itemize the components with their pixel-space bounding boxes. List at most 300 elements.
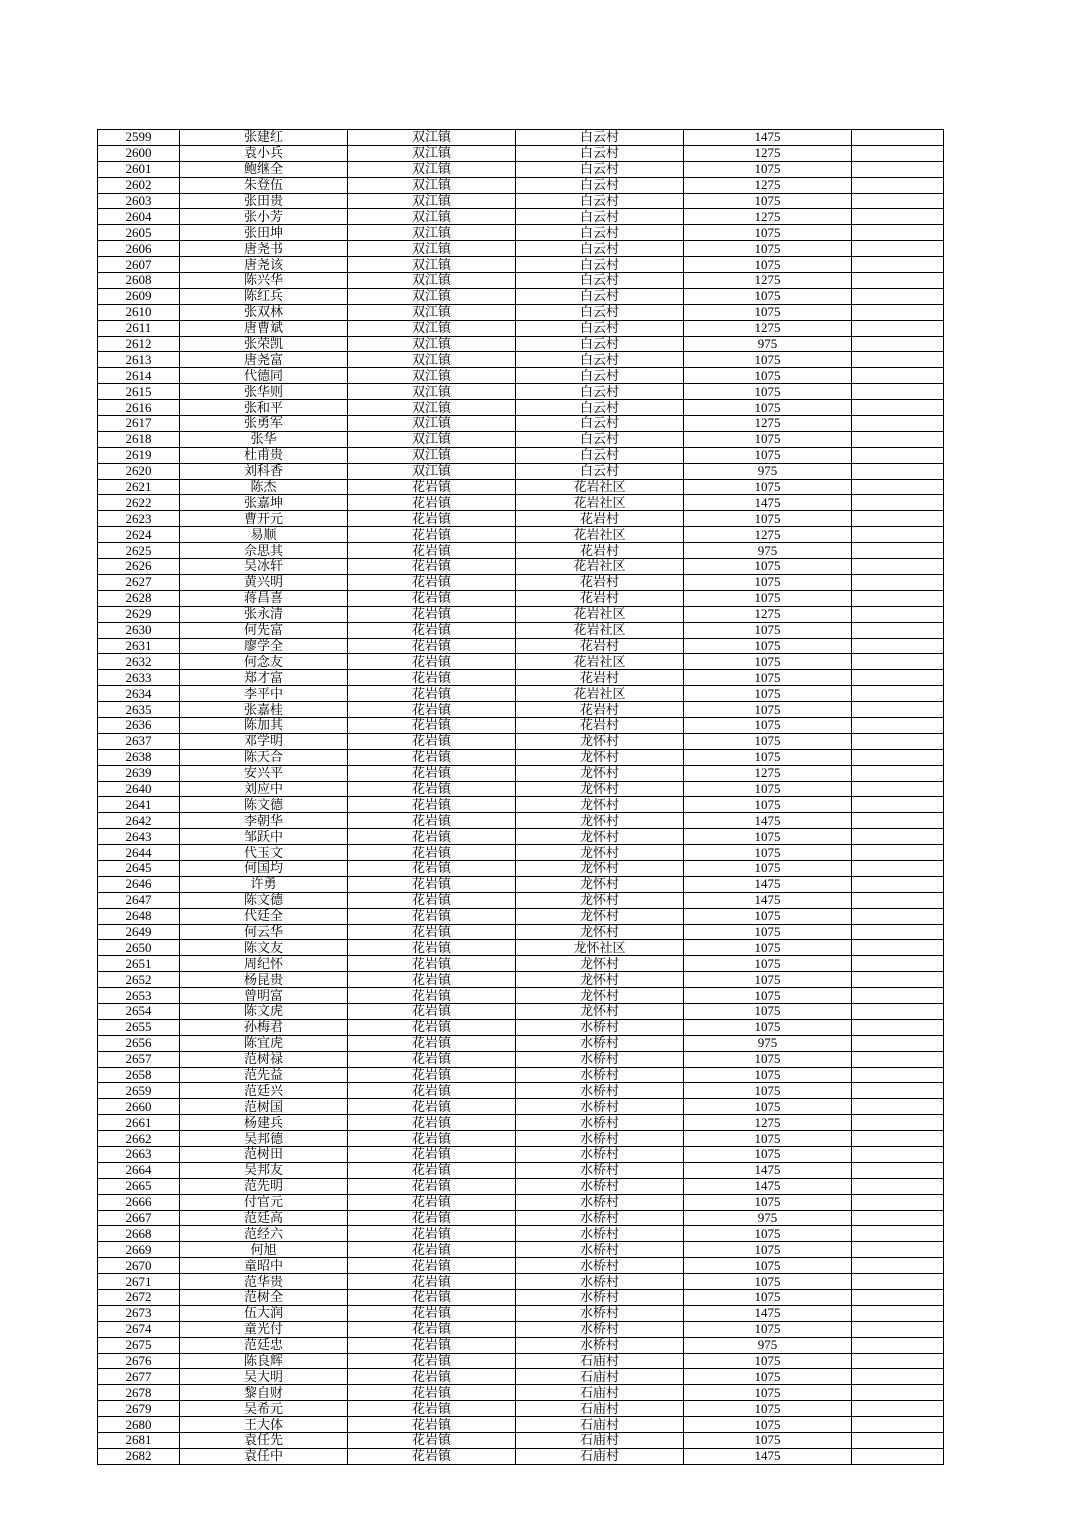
cell-village: 白云村 (516, 304, 684, 320)
cell-town: 花岩镇 (348, 940, 516, 956)
cell-village: 花岩社区 (516, 686, 684, 702)
cell-village: 花岩村 (516, 543, 684, 559)
cell-town: 花岩镇 (348, 1401, 516, 1417)
cell-town: 花岩镇 (348, 1131, 516, 1147)
cell-village: 水桥村 (516, 1147, 684, 1163)
cell-remark (852, 717, 944, 733)
cell-remark (852, 1337, 944, 1353)
cell-remark (852, 368, 944, 384)
cell-town: 双江镇 (348, 368, 516, 384)
cell-village: 水桥村 (516, 1226, 684, 1242)
cell-no: 2670 (98, 1258, 180, 1274)
cell-remark (852, 1083, 944, 1099)
cell-name: 范树国 (180, 1099, 348, 1115)
cell-village: 龙怀村 (516, 892, 684, 908)
cell-remark (852, 1401, 944, 1417)
cell-name: 唐曹斌 (180, 320, 348, 336)
cell-town: 花岩镇 (348, 1035, 516, 1051)
cell-no: 2676 (98, 1353, 180, 1369)
cell-no: 2647 (98, 892, 180, 908)
cell-no: 2629 (98, 606, 180, 622)
cell-village: 龙怀村 (516, 781, 684, 797)
cell-amount: 1475 (684, 495, 852, 511)
cell-name: 周纪怀 (180, 956, 348, 972)
cell-village: 花岩社区 (516, 622, 684, 638)
cell-no: 2672 (98, 1290, 180, 1306)
table-row (98, 1083, 944, 1099)
cell-amount: 1075 (684, 797, 852, 813)
table-row (98, 1290, 944, 1306)
table-row (98, 876, 944, 892)
cell-name: 杨建兵 (180, 1115, 348, 1131)
cell-no: 2679 (98, 1401, 180, 1417)
cell-village: 白云村 (516, 352, 684, 368)
cell-name: 何国均 (180, 860, 348, 876)
table-row (98, 1226, 944, 1242)
cell-town: 花岩镇 (348, 908, 516, 924)
table-row (98, 845, 944, 861)
cell-town: 花岩镇 (348, 1417, 516, 1433)
cell-town: 花岩镇 (348, 1162, 516, 1178)
cell-amount: 1075 (684, 940, 852, 956)
cell-name: 吴大明 (180, 1369, 348, 1385)
cell-town: 花岩镇 (348, 670, 516, 686)
table-row (98, 1448, 944, 1464)
table-row (98, 145, 944, 161)
table-row (98, 463, 944, 479)
cell-no: 2618 (98, 431, 180, 447)
cell-name: 代玉文 (180, 845, 348, 861)
cell-name: 曹开元 (180, 511, 348, 527)
cell-remark (852, 924, 944, 940)
cell-no: 2624 (98, 527, 180, 543)
cell-remark (852, 1274, 944, 1290)
cell-remark (852, 829, 944, 845)
cell-name: 杜甫贵 (180, 447, 348, 463)
cell-amount: 1075 (684, 1131, 852, 1147)
cell-town: 花岩镇 (348, 1083, 516, 1099)
table-row (98, 1003, 944, 1019)
table-row (98, 749, 944, 765)
cell-amount: 1075 (684, 1099, 852, 1115)
cell-amount: 1075 (684, 384, 852, 400)
cell-remark (852, 241, 944, 257)
cell-no: 2646 (98, 876, 180, 892)
cell-village: 石庙村 (516, 1385, 684, 1401)
table-row (98, 1162, 944, 1178)
cell-name: 陈红兵 (180, 288, 348, 304)
cell-name: 何先富 (180, 622, 348, 638)
table-row (98, 892, 944, 908)
cell-name: 唐尧富 (180, 352, 348, 368)
cell-no: 2605 (98, 225, 180, 241)
cell-remark (852, 1067, 944, 1083)
cell-town: 花岩镇 (348, 1321, 516, 1337)
cell-amount: 1075 (684, 1321, 852, 1337)
cell-no: 2626 (98, 559, 180, 575)
cell-no: 2645 (98, 860, 180, 876)
cell-town: 双江镇 (348, 304, 516, 320)
cell-town: 花岩镇 (348, 972, 516, 988)
cell-name: 陈宜虎 (180, 1035, 348, 1051)
cell-no: 2604 (98, 209, 180, 225)
cell-no: 2662 (98, 1131, 180, 1147)
cell-village: 水桥村 (516, 1067, 684, 1083)
cell-town: 花岩镇 (348, 1337, 516, 1353)
cell-village: 白云村 (516, 288, 684, 304)
table-row (98, 495, 944, 511)
cell-town: 花岩镇 (348, 860, 516, 876)
cell-name: 范经六 (180, 1226, 348, 1242)
cell-town: 花岩镇 (348, 1067, 516, 1083)
cell-village: 白云村 (516, 400, 684, 416)
cell-remark (852, 1321, 944, 1337)
cell-remark (852, 638, 944, 654)
cell-amount: 1075 (684, 352, 852, 368)
cell-amount: 1075 (684, 686, 852, 702)
cell-no: 2630 (98, 622, 180, 638)
cell-town: 双江镇 (348, 241, 516, 257)
cell-village: 龙怀村 (516, 1003, 684, 1019)
cell-town: 双江镇 (348, 145, 516, 161)
cell-town: 花岩镇 (348, 1147, 516, 1163)
cell-village: 水桥村 (516, 1305, 684, 1321)
cell-village: 花岩村 (516, 511, 684, 527)
cell-town: 花岩镇 (348, 1448, 516, 1464)
cell-village: 花岩社区 (516, 479, 684, 495)
cell-village: 白云村 (516, 384, 684, 400)
cell-town: 花岩镇 (348, 1210, 516, 1226)
cell-amount: 1075 (684, 908, 852, 924)
cell-town: 花岩镇 (348, 1305, 516, 1321)
cell-name: 范先明 (180, 1178, 348, 1194)
table-row (98, 384, 944, 400)
cell-village: 石庙村 (516, 1353, 684, 1369)
cell-no: 2656 (98, 1035, 180, 1051)
table-row (98, 352, 944, 368)
cell-name: 安兴平 (180, 765, 348, 781)
cell-remark (852, 1258, 944, 1274)
cell-no: 2613 (98, 352, 180, 368)
cell-village: 白云村 (516, 320, 684, 336)
cell-no: 2632 (98, 654, 180, 670)
table-row (98, 940, 944, 956)
cell-no: 2641 (98, 797, 180, 813)
cell-amount: 1075 (684, 1083, 852, 1099)
table-row (98, 1401, 944, 1417)
cell-remark (852, 1178, 944, 1194)
table-row (98, 686, 944, 702)
cell-town: 双江镇 (348, 273, 516, 289)
cell-town: 花岩镇 (348, 765, 516, 781)
cell-name: 伍大润 (180, 1305, 348, 1321)
cell-name: 代德同 (180, 368, 348, 384)
cell-amount: 1075 (684, 241, 852, 257)
cell-town: 双江镇 (348, 431, 516, 447)
cell-name: 郑才富 (180, 670, 348, 686)
cell-amount: 1075 (684, 781, 852, 797)
cell-name: 廖学全 (180, 638, 348, 654)
cell-name: 杨昆贵 (180, 972, 348, 988)
cell-amount: 975 (684, 463, 852, 479)
cell-remark (852, 606, 944, 622)
cell-village: 水桥村 (516, 1162, 684, 1178)
cell-remark (852, 145, 944, 161)
cell-no: 2620 (98, 463, 180, 479)
cell-village: 石庙村 (516, 1433, 684, 1449)
cell-village: 龙怀村 (516, 860, 684, 876)
cell-no: 2682 (98, 1448, 180, 1464)
cell-name: 童昭中 (180, 1258, 348, 1274)
cell-no: 2680 (98, 1417, 180, 1433)
cell-amount: 1075 (684, 479, 852, 495)
cell-remark (852, 479, 944, 495)
cell-town: 花岩镇 (348, 1242, 516, 1258)
table-row (98, 257, 944, 273)
cell-no: 2616 (98, 400, 180, 416)
cell-no: 2603 (98, 193, 180, 209)
cell-amount: 1075 (684, 304, 852, 320)
cell-village: 龙怀村 (516, 845, 684, 861)
cell-amount: 1075 (684, 1353, 852, 1369)
cell-name: 陈文德 (180, 892, 348, 908)
cell-remark (852, 654, 944, 670)
table-row (98, 527, 944, 543)
cell-village: 水桥村 (516, 1337, 684, 1353)
cell-amount: 1075 (684, 1401, 852, 1417)
cell-remark (852, 940, 944, 956)
cell-remark (852, 193, 944, 209)
cell-name: 张和平 (180, 400, 348, 416)
cell-no: 2636 (98, 717, 180, 733)
cell-remark (852, 1162, 944, 1178)
cell-remark (852, 225, 944, 241)
cell-village: 龙怀村 (516, 924, 684, 940)
cell-village: 白云村 (516, 431, 684, 447)
cell-amount: 1075 (684, 257, 852, 273)
cell-village: 龙怀村 (516, 876, 684, 892)
table-row (98, 638, 944, 654)
cell-no: 2675 (98, 1337, 180, 1353)
cell-name: 吴邦友 (180, 1162, 348, 1178)
cell-name: 邹跃中 (180, 829, 348, 845)
table-row (98, 130, 944, 146)
table-row (98, 1258, 944, 1274)
cell-village: 花岩村 (516, 670, 684, 686)
cell-town: 花岩镇 (348, 1369, 516, 1385)
table-row (98, 574, 944, 590)
cell-town: 双江镇 (348, 130, 516, 146)
cell-amount: 1075 (684, 988, 852, 1004)
table-row (98, 670, 944, 686)
cell-town: 花岩镇 (348, 956, 516, 972)
cell-no: 2601 (98, 161, 180, 177)
table-row (98, 559, 944, 575)
cell-village: 水桥村 (516, 1210, 684, 1226)
cell-no: 2681 (98, 1433, 180, 1449)
cell-no: 2638 (98, 749, 180, 765)
cell-amount: 1075 (684, 1019, 852, 1035)
cell-amount: 1075 (684, 225, 852, 241)
cell-name: 唐尧该 (180, 257, 348, 273)
cell-remark (852, 860, 944, 876)
cell-town: 双江镇 (348, 257, 516, 273)
cell-amount: 1275 (684, 606, 852, 622)
cell-name: 范廷忠 (180, 1337, 348, 1353)
table-row (98, 1035, 944, 1051)
cell-remark (852, 288, 944, 304)
cell-amount: 1075 (684, 1242, 852, 1258)
cell-name: 张双林 (180, 304, 348, 320)
table-row (98, 781, 944, 797)
cell-no: 2622 (98, 495, 180, 511)
cell-amount: 1075 (684, 590, 852, 606)
cell-town: 花岩镇 (348, 1274, 516, 1290)
cell-name: 代廷全 (180, 908, 348, 924)
cell-name: 袁小兵 (180, 145, 348, 161)
cell-town: 双江镇 (348, 384, 516, 400)
cell-village: 水桥村 (516, 1115, 684, 1131)
cell-amount: 1075 (684, 622, 852, 638)
cell-town: 花岩镇 (348, 495, 516, 511)
table-row (98, 765, 944, 781)
cell-no: 2658 (98, 1067, 180, 1083)
cell-remark (852, 876, 944, 892)
cell-no: 2611 (98, 320, 180, 336)
cell-amount: 1075 (684, 670, 852, 686)
cell-remark (852, 1385, 944, 1401)
cell-town: 花岩镇 (348, 543, 516, 559)
cell-amount: 1475 (684, 876, 852, 892)
cell-village: 水桥村 (516, 1051, 684, 1067)
record-table (97, 129, 944, 1465)
cell-amount: 1275 (684, 1115, 852, 1131)
cell-no: 2649 (98, 924, 180, 940)
cell-amount: 1275 (684, 145, 852, 161)
cell-no: 2642 (98, 813, 180, 829)
table-row (98, 1131, 944, 1147)
cell-remark (852, 797, 944, 813)
cell-remark (852, 956, 944, 972)
cell-amount: 975 (684, 1035, 852, 1051)
cell-name: 陈文友 (180, 940, 348, 956)
cell-town: 花岩镇 (348, 1353, 516, 1369)
cell-remark (852, 1226, 944, 1242)
cell-village: 白云村 (516, 336, 684, 352)
cell-no: 2677 (98, 1369, 180, 1385)
cell-remark (852, 511, 944, 527)
cell-remark (852, 590, 944, 606)
cell-name: 张田坤 (180, 225, 348, 241)
cell-name: 黎自财 (180, 1385, 348, 1401)
cell-name: 张小芳 (180, 209, 348, 225)
cell-village: 水桥村 (516, 1242, 684, 1258)
table-row (98, 988, 944, 1004)
cell-remark (852, 574, 944, 590)
cell-town: 花岩镇 (348, 1226, 516, 1242)
table-row (98, 209, 944, 225)
table-row (98, 368, 944, 384)
cell-no: 2621 (98, 479, 180, 495)
cell-name: 陈文虎 (180, 1003, 348, 1019)
cell-village: 花岩社区 (516, 654, 684, 670)
cell-amount: 1475 (684, 1178, 852, 1194)
table-row (98, 161, 944, 177)
table-row (98, 1385, 944, 1401)
cell-name: 佘思其 (180, 543, 348, 559)
cell-amount: 1075 (684, 288, 852, 304)
cell-remark (852, 702, 944, 718)
table-row (98, 606, 944, 622)
cell-remark (852, 1099, 944, 1115)
cell-town: 花岩镇 (348, 749, 516, 765)
cell-no: 2615 (98, 384, 180, 400)
cell-no: 2674 (98, 1321, 180, 1337)
table-row (98, 416, 944, 432)
cell-name: 张嘉坤 (180, 495, 348, 511)
cell-amount: 1275 (684, 416, 852, 432)
cell-village: 花岩村 (516, 702, 684, 718)
cell-name: 何云华 (180, 924, 348, 940)
cell-village: 龙怀村 (516, 813, 684, 829)
cell-name: 张荣凯 (180, 336, 348, 352)
cell-town: 花岩镇 (348, 876, 516, 892)
cell-amount: 1075 (684, 1067, 852, 1083)
cell-town: 花岩镇 (348, 574, 516, 590)
cell-remark (852, 543, 944, 559)
cell-name: 陈天合 (180, 749, 348, 765)
cell-amount: 1075 (684, 1274, 852, 1290)
cell-village: 白云村 (516, 209, 684, 225)
cell-town: 花岩镇 (348, 1099, 516, 1115)
cell-amount: 1075 (684, 431, 852, 447)
cell-town: 双江镇 (348, 193, 516, 209)
cell-remark (852, 257, 944, 273)
cell-village: 白云村 (516, 241, 684, 257)
cell-remark (852, 209, 944, 225)
table-row (98, 479, 944, 495)
cell-name: 蒋昌喜 (180, 590, 348, 606)
cell-remark (852, 845, 944, 861)
cell-amount: 1475 (684, 1305, 852, 1321)
cell-amount: 1075 (684, 1369, 852, 1385)
cell-village: 白云村 (516, 130, 684, 146)
cell-remark (852, 400, 944, 416)
cell-village: 白云村 (516, 177, 684, 193)
table-row (98, 1369, 944, 1385)
cell-remark (852, 1353, 944, 1369)
cell-town: 双江镇 (348, 463, 516, 479)
cell-town: 花岩镇 (348, 781, 516, 797)
cell-village: 龙怀村 (516, 829, 684, 845)
cell-amount: 1075 (684, 654, 852, 670)
cell-no: 2637 (98, 733, 180, 749)
record-table-body (98, 130, 944, 1465)
cell-remark (852, 336, 944, 352)
cell-remark (852, 416, 944, 432)
cell-name: 张勇军 (180, 416, 348, 432)
cell-remark (852, 1003, 944, 1019)
cell-remark (852, 622, 944, 638)
cell-name: 吴冰轩 (180, 559, 348, 575)
cell-no: 2619 (98, 447, 180, 463)
cell-town: 花岩镇 (348, 813, 516, 829)
cell-remark (852, 384, 944, 400)
cell-no: 2635 (98, 702, 180, 718)
cell-remark (852, 130, 944, 146)
cell-town: 花岩镇 (348, 702, 516, 718)
table-row (98, 1417, 944, 1433)
